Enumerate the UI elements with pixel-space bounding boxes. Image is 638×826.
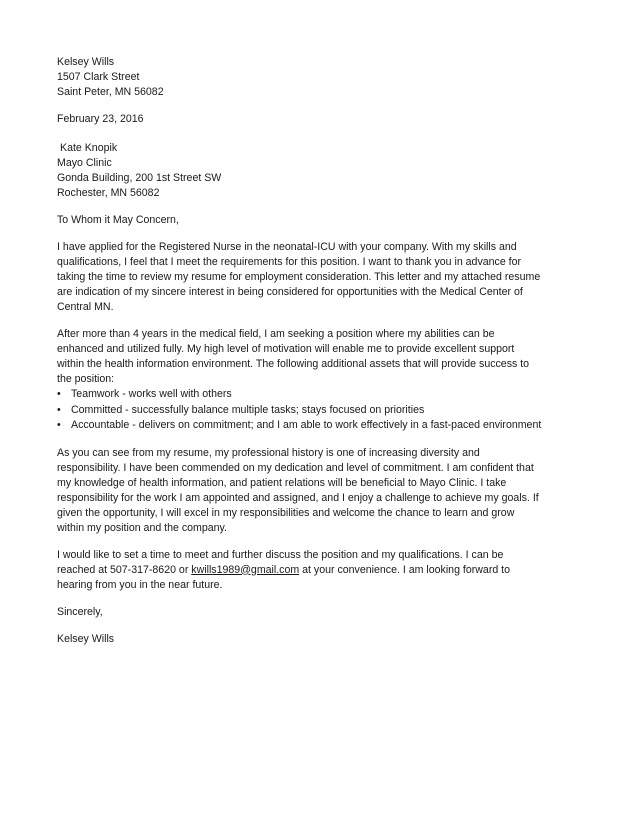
sender-address — [57, 55, 617, 100]
asset-text: Teamwork - works well with others — [71, 388, 232, 400]
paragraph-history — [57, 446, 617, 536]
contact-after-text: at your convenience. I am looking forward to — [299, 563, 511, 576]
recipient-organization: Mayo Clinic — [57, 157, 112, 169]
paragraph-line: hearing from you in the near future. — [57, 578, 223, 591]
paragraph-line: my knowledge of health information, and patient relations will be beneficial to Mayo Clinic. I take — [57, 476, 507, 489]
paragraph-line: Central MN. — [57, 301, 114, 313]
contact-phone-text: reached at 507-317-8620 or — [57, 563, 192, 576]
paragraph-line: After more than 4 years in the medical field, I am seeking a position where my abilities can be — [57, 328, 495, 340]
closing: Sincerely, — [57, 605, 103, 618]
paragraph-line: I would like to set a time to meet and further discuss the position and my qualifications. I can be — [57, 548, 504, 561]
paragraph-line-with-email — [57, 563, 617, 578]
list-item — [57, 387, 617, 403]
paragraph-line: are indication of my sincere interest in being considered for opportunities with the Medical Center of — [57, 286, 523, 298]
asset-text: Committed - successfully balance multiple tasks; stays focused on priorities — [71, 403, 425, 416]
letter-page — [57, 55, 617, 659]
sender-city-state-zip: Saint Peter, MN 56082 — [57, 86, 164, 98]
recipient-name: Kate Knopik — [60, 142, 118, 154]
paragraph-experience — [57, 327, 617, 387]
signature-name: Kelsey Wills — [57, 632, 115, 645]
letter-date: February 23, 2016 — [57, 113, 144, 125]
paragraph-line: taking the time to review my resume for employment consideration. This letter and my attached resume — [57, 271, 541, 283]
paragraph-contact — [57, 548, 617, 593]
paragraph-line: I have applied for the Registered Nurse in the neonatal-ICU with your company. With my skills and — [57, 241, 517, 253]
salutation-block — [57, 213, 617, 228]
paragraph-line: within the health information environment. The following additional assets that will provide success to — [57, 358, 530, 370]
paragraph-line: responsibility. I have been commended on my dedication and level of commitment. I am confident that — [57, 461, 534, 474]
bullet-icon: • — [57, 403, 61, 416]
list-item — [57, 418, 617, 434]
sender-name: Kelsey Wills — [57, 56, 115, 68]
bullet-icon: • — [57, 388, 61, 400]
email-link[interactable]: kwills1989@gmail.com — [191, 563, 300, 576]
paragraph-line: given the opportunity, I will excel in my responsibilities and welcome the chance to learn and grow — [57, 506, 515, 519]
paragraph-line: enhanced and utilized fully. My high level of motivation will enable me to provide excellent support — [57, 343, 515, 355]
asset-text: Accountable - delivers on commitment; and I am able to work effectively in a fast-paced environment — [71, 419, 542, 431]
assets-list — [57, 387, 617, 434]
recipient-address — [57, 141, 617, 201]
salutation: To Whom it May Concern, — [57, 214, 179, 226]
sender-street: 1507 Clark Street — [57, 71, 140, 83]
recipient-street: Gonda Building, 200 1st Street SW — [57, 172, 222, 184]
paragraph-line: within my position and the company. — [57, 521, 227, 534]
signature-block — [57, 632, 617, 647]
paragraph-line: As you can see from my resume, my professional history is one of increasing diversity and — [57, 446, 480, 459]
bullet-icon: • — [57, 419, 61, 431]
letter-date-block — [57, 112, 617, 127]
list-item — [57, 403, 617, 419]
closing-block — [57, 605, 617, 620]
paragraph-line: responsibility for the work I am appointed and assigned, and I enjoy a challenge to achieve my goals. If — [57, 491, 539, 504]
paragraph-intro — [57, 240, 617, 315]
paragraph-line: qualifications, I feel that I meet the requirements for this position. I want to thank you in advance for — [57, 256, 522, 268]
recipient-city-state-zip: Rochester, MN 56082 — [57, 187, 160, 199]
paragraph-line: the position: — [57, 373, 115, 385]
